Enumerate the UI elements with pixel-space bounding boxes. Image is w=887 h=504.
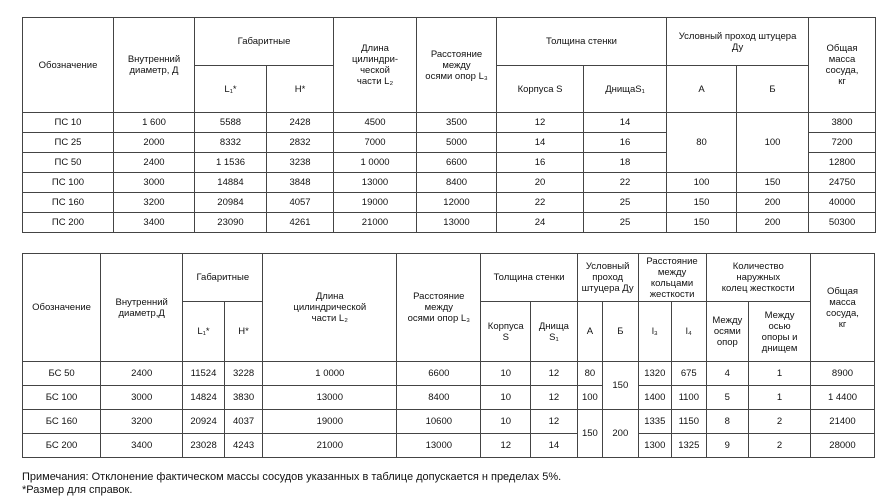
cell-h: 4057	[267, 193, 334, 213]
cell-s1: 25	[584, 213, 667, 233]
cell-n1: 4	[706, 362, 749, 386]
header-l1: L₁*	[195, 66, 267, 113]
cell-name: ПС 100	[23, 173, 114, 193]
cell-l3: 13000	[417, 213, 497, 233]
header-wall: Толщина стенки	[497, 18, 667, 66]
header-between-supports: Между осями опор	[706, 302, 749, 362]
table-row	[23, 213, 876, 233]
cell-s1: 14	[584, 113, 667, 133]
cell-mass: 21400	[811, 410, 875, 434]
header-between-support-bottom: Между осью опоры и днищем	[749, 302, 811, 362]
cell-l1: 20924	[183, 410, 225, 434]
cell-s1: 25	[584, 193, 667, 213]
cell-s1: 12	[531, 386, 578, 410]
cell-l2: 4500	[334, 113, 417, 133]
cell-s1: 12	[531, 362, 578, 386]
cell-r3: 1320	[638, 362, 671, 386]
cell-d: 3000	[101, 386, 183, 410]
table-row	[23, 173, 876, 193]
cell-a: 150	[667, 213, 737, 233]
cell-r4: 1100	[672, 386, 706, 410]
header-h: H*	[224, 302, 263, 362]
cell-l2: 7000	[334, 133, 417, 153]
header-l1: L₁*	[183, 302, 225, 362]
cell-h: 3830	[224, 386, 263, 410]
cell-a: 100	[577, 386, 602, 410]
cell-b: 200	[737, 193, 809, 213]
header-overall: Габаритные	[183, 254, 263, 302]
cell-r4: 675	[672, 362, 706, 386]
header-bottom-s: Днища S₁	[531, 302, 578, 362]
cell-s1: 22	[584, 173, 667, 193]
cell-mass: 28000	[811, 434, 875, 458]
cell-r4: 1325	[672, 434, 706, 458]
cell-mass: 8900	[811, 362, 875, 386]
cell-name: БС 160	[23, 410, 101, 434]
cell-n2: 1	[749, 386, 811, 410]
cell-a: 100	[667, 173, 737, 193]
table-row	[23, 386, 875, 410]
cell-s: 24	[497, 213, 584, 233]
header-wall: Толщина стенки	[481, 254, 577, 302]
cell-name: БС 200	[23, 434, 101, 458]
cell-l2: 13000	[263, 386, 397, 410]
cell-h: 4037	[224, 410, 263, 434]
header-mass: Общая масса сосуда, кг	[809, 18, 876, 113]
cell-b: 200	[603, 410, 639, 458]
header-a: А	[577, 302, 602, 362]
note-reference: *Размер для справок.	[22, 484, 133, 496]
header-cyl-length: Длина цилиндрической части L₂	[263, 254, 397, 362]
cell-name: ПС 200	[23, 213, 114, 233]
cell-d: 3200	[101, 410, 183, 434]
header-h: H*	[267, 66, 334, 113]
cell-d: 3400	[114, 213, 195, 233]
header-b: Б	[603, 302, 639, 362]
cell-n2: 2	[749, 434, 811, 458]
cell-a: 80	[667, 113, 737, 173]
cell-d: 2400	[101, 362, 183, 386]
table-row	[23, 410, 875, 434]
cell-l3: 5000	[417, 133, 497, 153]
cell-s1: 14	[531, 434, 578, 458]
header-inner-diameter: Внутренний диаметр, Д	[114, 18, 195, 113]
header-inner-diameter: Внутренний диаметр,Д	[101, 254, 183, 362]
cell-l3: 13000	[397, 434, 481, 458]
cell-a: 150	[667, 193, 737, 213]
table-ps	[22, 17, 876, 233]
note-deviation: Примечания: Отклонение фактическом массы сосудов указанных в таблице допускается н пределах 5%.	[22, 471, 562, 483]
header-support-distance: Расстояние между осями опор L₃	[417, 18, 497, 113]
cell-mass: 24750	[809, 173, 876, 193]
cell-l3: 8400	[397, 386, 481, 410]
cell-l2: 21000	[334, 213, 417, 233]
cell-mass: 12800	[809, 153, 876, 173]
cell-n1: 9	[706, 434, 749, 458]
cell-name: ПС 25	[23, 133, 114, 153]
cell-mass: 7200	[809, 133, 876, 153]
header-b: Б	[737, 66, 809, 113]
header-rings-count: Количество наружных колец жесткости	[706, 254, 810, 302]
cell-s1: 12	[531, 410, 578, 434]
cell-s: 16	[497, 153, 584, 173]
cell-l3: 6600	[397, 362, 481, 386]
cell-l1: 23090	[195, 213, 267, 233]
cell-l3: 3500	[417, 113, 497, 133]
cell-b: 200	[737, 213, 809, 233]
cell-h: 4243	[224, 434, 263, 458]
cell-n2: 1	[749, 362, 811, 386]
cell-s1: 18	[584, 153, 667, 173]
cell-r4: 1150	[672, 410, 706, 434]
cell-l1: 23028	[183, 434, 225, 458]
cell-d: 2400	[114, 153, 195, 173]
cell-s: 10	[481, 386, 531, 410]
header-l4: l₄	[672, 302, 706, 362]
cell-s: 22	[497, 193, 584, 213]
cell-l3: 12000	[417, 193, 497, 213]
header-l3: l₃	[638, 302, 671, 362]
cell-h: 2832	[267, 133, 334, 153]
header-designation: Обозначение	[23, 18, 114, 113]
header-a: А	[667, 66, 737, 113]
cell-d: 2000	[114, 133, 195, 153]
cell-b: 100	[737, 113, 809, 173]
cell-name: БС 100	[23, 386, 101, 410]
cell-d: 1 600	[114, 113, 195, 133]
cell-mass: 50300	[809, 213, 876, 233]
cell-r3: 1300	[638, 434, 671, 458]
cell-r3: 1335	[638, 410, 671, 434]
cell-a: 80	[577, 362, 602, 386]
table-bs	[22, 253, 875, 458]
cell-s: 14	[497, 133, 584, 153]
cell-s: 20	[497, 173, 584, 193]
header-support-distance: Расстояние между осями опор L₃	[397, 254, 481, 362]
table-row	[23, 193, 876, 213]
cell-n1: 5	[706, 386, 749, 410]
cell-l1: 20984	[195, 193, 267, 213]
header-rings-distance: Расстояние между кольцами жесткости	[638, 254, 706, 302]
cell-a: 150	[577, 410, 602, 458]
header-cyl-length: Длина цилиндри- ческой части L₂	[334, 18, 417, 113]
header-designation: Обозначение	[23, 254, 101, 362]
notes	[22, 471, 561, 497]
cell-r3: 1400	[638, 386, 671, 410]
cell-d: 3000	[114, 173, 195, 193]
cell-l2: 21000	[263, 434, 397, 458]
cell-l2: 19000	[263, 410, 397, 434]
header-body-s: Корпуса S	[497, 66, 584, 113]
table-row	[23, 362, 875, 386]
cell-l1: 5588	[195, 113, 267, 133]
cell-l2: 1 0000	[334, 153, 417, 173]
cell-d: 3200	[114, 193, 195, 213]
cell-l3: 6600	[417, 153, 497, 173]
cell-n1: 8	[706, 410, 749, 434]
cell-l2: 13000	[334, 173, 417, 193]
cell-l1: 11524	[183, 362, 225, 386]
cell-l1: 8332	[195, 133, 267, 153]
cell-s: 12	[497, 113, 584, 133]
header-mass: Общая масса сосуда, кг	[811, 254, 875, 362]
cell-l3: 10600	[397, 410, 481, 434]
cell-name: ПС 50	[23, 153, 114, 173]
cell-mass: 3800	[809, 113, 876, 133]
cell-h: 2428	[267, 113, 334, 133]
cell-name: ПС 160	[23, 193, 114, 213]
header-overall: Габаритные	[195, 18, 334, 66]
cell-s: 10	[481, 362, 531, 386]
cell-h: 3228	[224, 362, 263, 386]
cell-mass: 1 4400	[811, 386, 875, 410]
table-row	[23, 434, 875, 458]
table-row	[23, 113, 876, 133]
cell-s: 10	[481, 410, 531, 434]
header-bottom-s: ДнищаS₁	[584, 66, 667, 113]
cell-s1: 16	[584, 133, 667, 153]
cell-b: 150	[603, 362, 639, 410]
header-body-s: Корпуса S	[481, 302, 531, 362]
cell-mass: 40000	[809, 193, 876, 213]
cell-l3: 8400	[417, 173, 497, 193]
cell-h: 4261	[267, 213, 334, 233]
cell-s: 12	[481, 434, 531, 458]
header-nozzle: Условный проход штуцера Ду	[667, 18, 809, 66]
cell-h: 3238	[267, 153, 334, 173]
cell-name: БС 50	[23, 362, 101, 386]
cell-l2: 19000	[334, 193, 417, 213]
cell-d: 3400	[101, 434, 183, 458]
cell-name: ПС 10	[23, 113, 114, 133]
header-nozzle: Условный проход штуцера Ду	[577, 254, 638, 302]
cell-l1: 1 1536	[195, 153, 267, 173]
cell-h: 3848	[267, 173, 334, 193]
cell-l1: 14824	[183, 386, 225, 410]
cell-l2: 1 0000	[263, 362, 397, 386]
cell-b: 150	[737, 173, 809, 193]
cell-n2: 2	[749, 410, 811, 434]
cell-l1: 14884	[195, 173, 267, 193]
